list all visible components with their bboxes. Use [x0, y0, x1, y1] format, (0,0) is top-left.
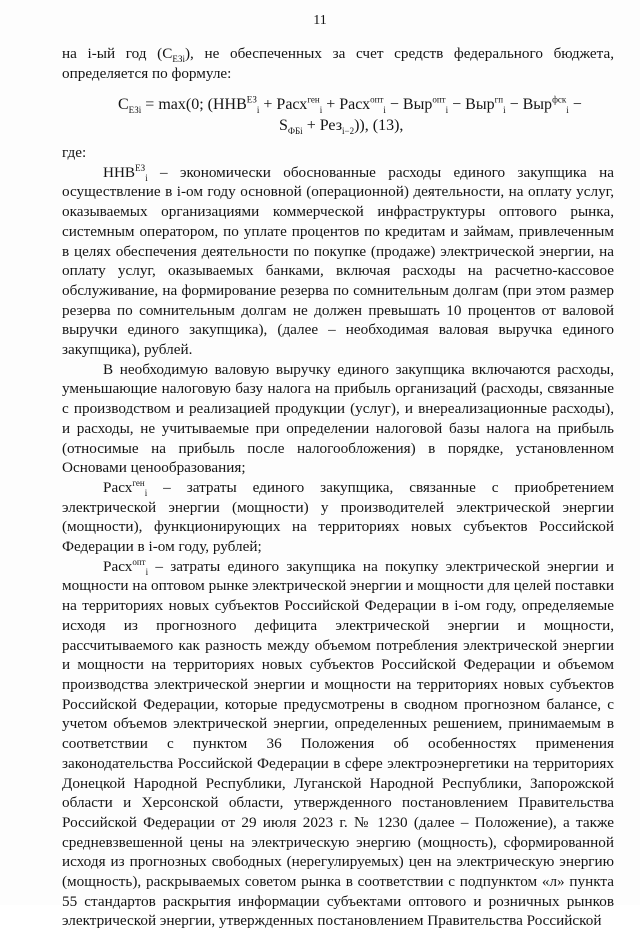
paragraph-rasx-gen — [62, 478, 614, 557]
paragraph-nvv-includes: В необходимую валовую выручку единого закупщика включаются расходы, уменьшающие налоговую базу налога на прибыль организаций (расходы, связанные с производством и реализацией продукции (услуг), и внереализационные расходы), и расходы, не учитываемые при определении налоговой базы налога на прибыль (относимые на прибыль после налогообложения) в порядке, установленном Основами ценообразования; — [62, 360, 614, 477]
paragraph-rasx-gen-body: – затраты единого закупщика, связанные с приобретением электрической энергии (мощности) у производителей электрической энергии (мощности), функционирующих на территориях новых субъектов Российской Федерации в i-ом году, рублей; — [62, 478, 614, 556]
where-label: где: — [62, 144, 87, 161]
formula-block — [62, 94, 614, 136]
formula-line-1: $С_{ЕЗi} = \max(0$; ($ННВ^{ЕЗ}_i$ + Расх$^{ген}_i$ + Расх$^{опт}_i$ − Выр$^{опт}_i$ − Выр$^{гп}_i$ − Выр$^{фск}_i$ − — [118, 94, 582, 116]
paragraph-nnv — [62, 163, 614, 360]
term-rasx-gen: Расх$^{ген}_i$ — [103, 477, 148, 498]
paragraph-rasx-opt-body: – затраты единого закупщика на покупку электрической энергии и мощности на оптовом рынке электрической энергии и мощности для целей поставки на территориях новых субъектов Российской Федерации в i-ом году, определяемые исходя из прогнозного дефицита электрической энергии и мощности, рассчитываемого как разность между объемом потребления электрической энергии и мощности на территориях новых субъектов Российской Федерации и объемом производства электрической энергии и мощности на территориях новых субъектов Российской Федерации, которые предусмотрены в сводном прогнозном балансе, с учетом объемов электрической энергии, определенных решением, принимаемым в соответствии с пунктом 36 Положения об особенностях применения законодательства Российской Федерации в сфере электроэнергетики на территориях Донецкой Народной Республики, Луганской Народной Республики, Запорожской области и Херсонской области, утвержденного постановлением Правительства Российской Федерации от 29 июля 2023 г. № 1230 (далее – Положение), а также средневзвешенной цены на электрическую энергию (мощность), сформированной исходя из прогнозных свободных (нерегулируемых) цен на электрическую энергию (мощность), раскрываемых советом рынка в соответствии с подпунктом «л» пункта 55 стандартов раскрытия информации субъектами оптового и розничных рынков электрической энергии, утвержденных постановлением Правительства Российской — [62, 557, 614, 930]
formula-line-2: $S_{ФБi} + Рез_{i-2}$)), (13), — [279, 117, 404, 137]
intro-block — [62, 44, 614, 83]
page-number: 11 — [313, 13, 327, 28]
paragraph-nnv-body: – экономически обоснованные расходы единого закупщика на осуществление в i-ом году основной (операционной) деятельности, на оплату услуг, оказываемых организациями коммерческой инфраструктуры оптового рынка, системным оператором, по уплате процентов по кредитам и займам, привлеченным в целях обеспечения деятельности по покупке (продаже) электрической энергии, на оплату услуг, оказываемых банками, включая расходы на расчетно-кассовое обслуживание, на формирование резерва по сомнительным долгам (при этом размер резерва по сомнительным долгам не должен превышать 10 процентов от валовой выручки единого закупщика), (далее – необходимая валовая выручка единого закупщика), рублей. — [62, 163, 614, 359]
term-nnv: $ННВ^{ЕЗ}_i$ — [103, 162, 148, 183]
body-block — [62, 143, 614, 931]
intro-paragraph: на i-ый год $(С_{ЕЗi})$, не обеспеченных за счет средств федерального бюджета, определяется по формуле: — [62, 45, 614, 82]
term-rasx-opt: Расх$^{опт}_i$ — [103, 556, 149, 577]
paragraph-rasx-opt — [62, 557, 614, 931]
